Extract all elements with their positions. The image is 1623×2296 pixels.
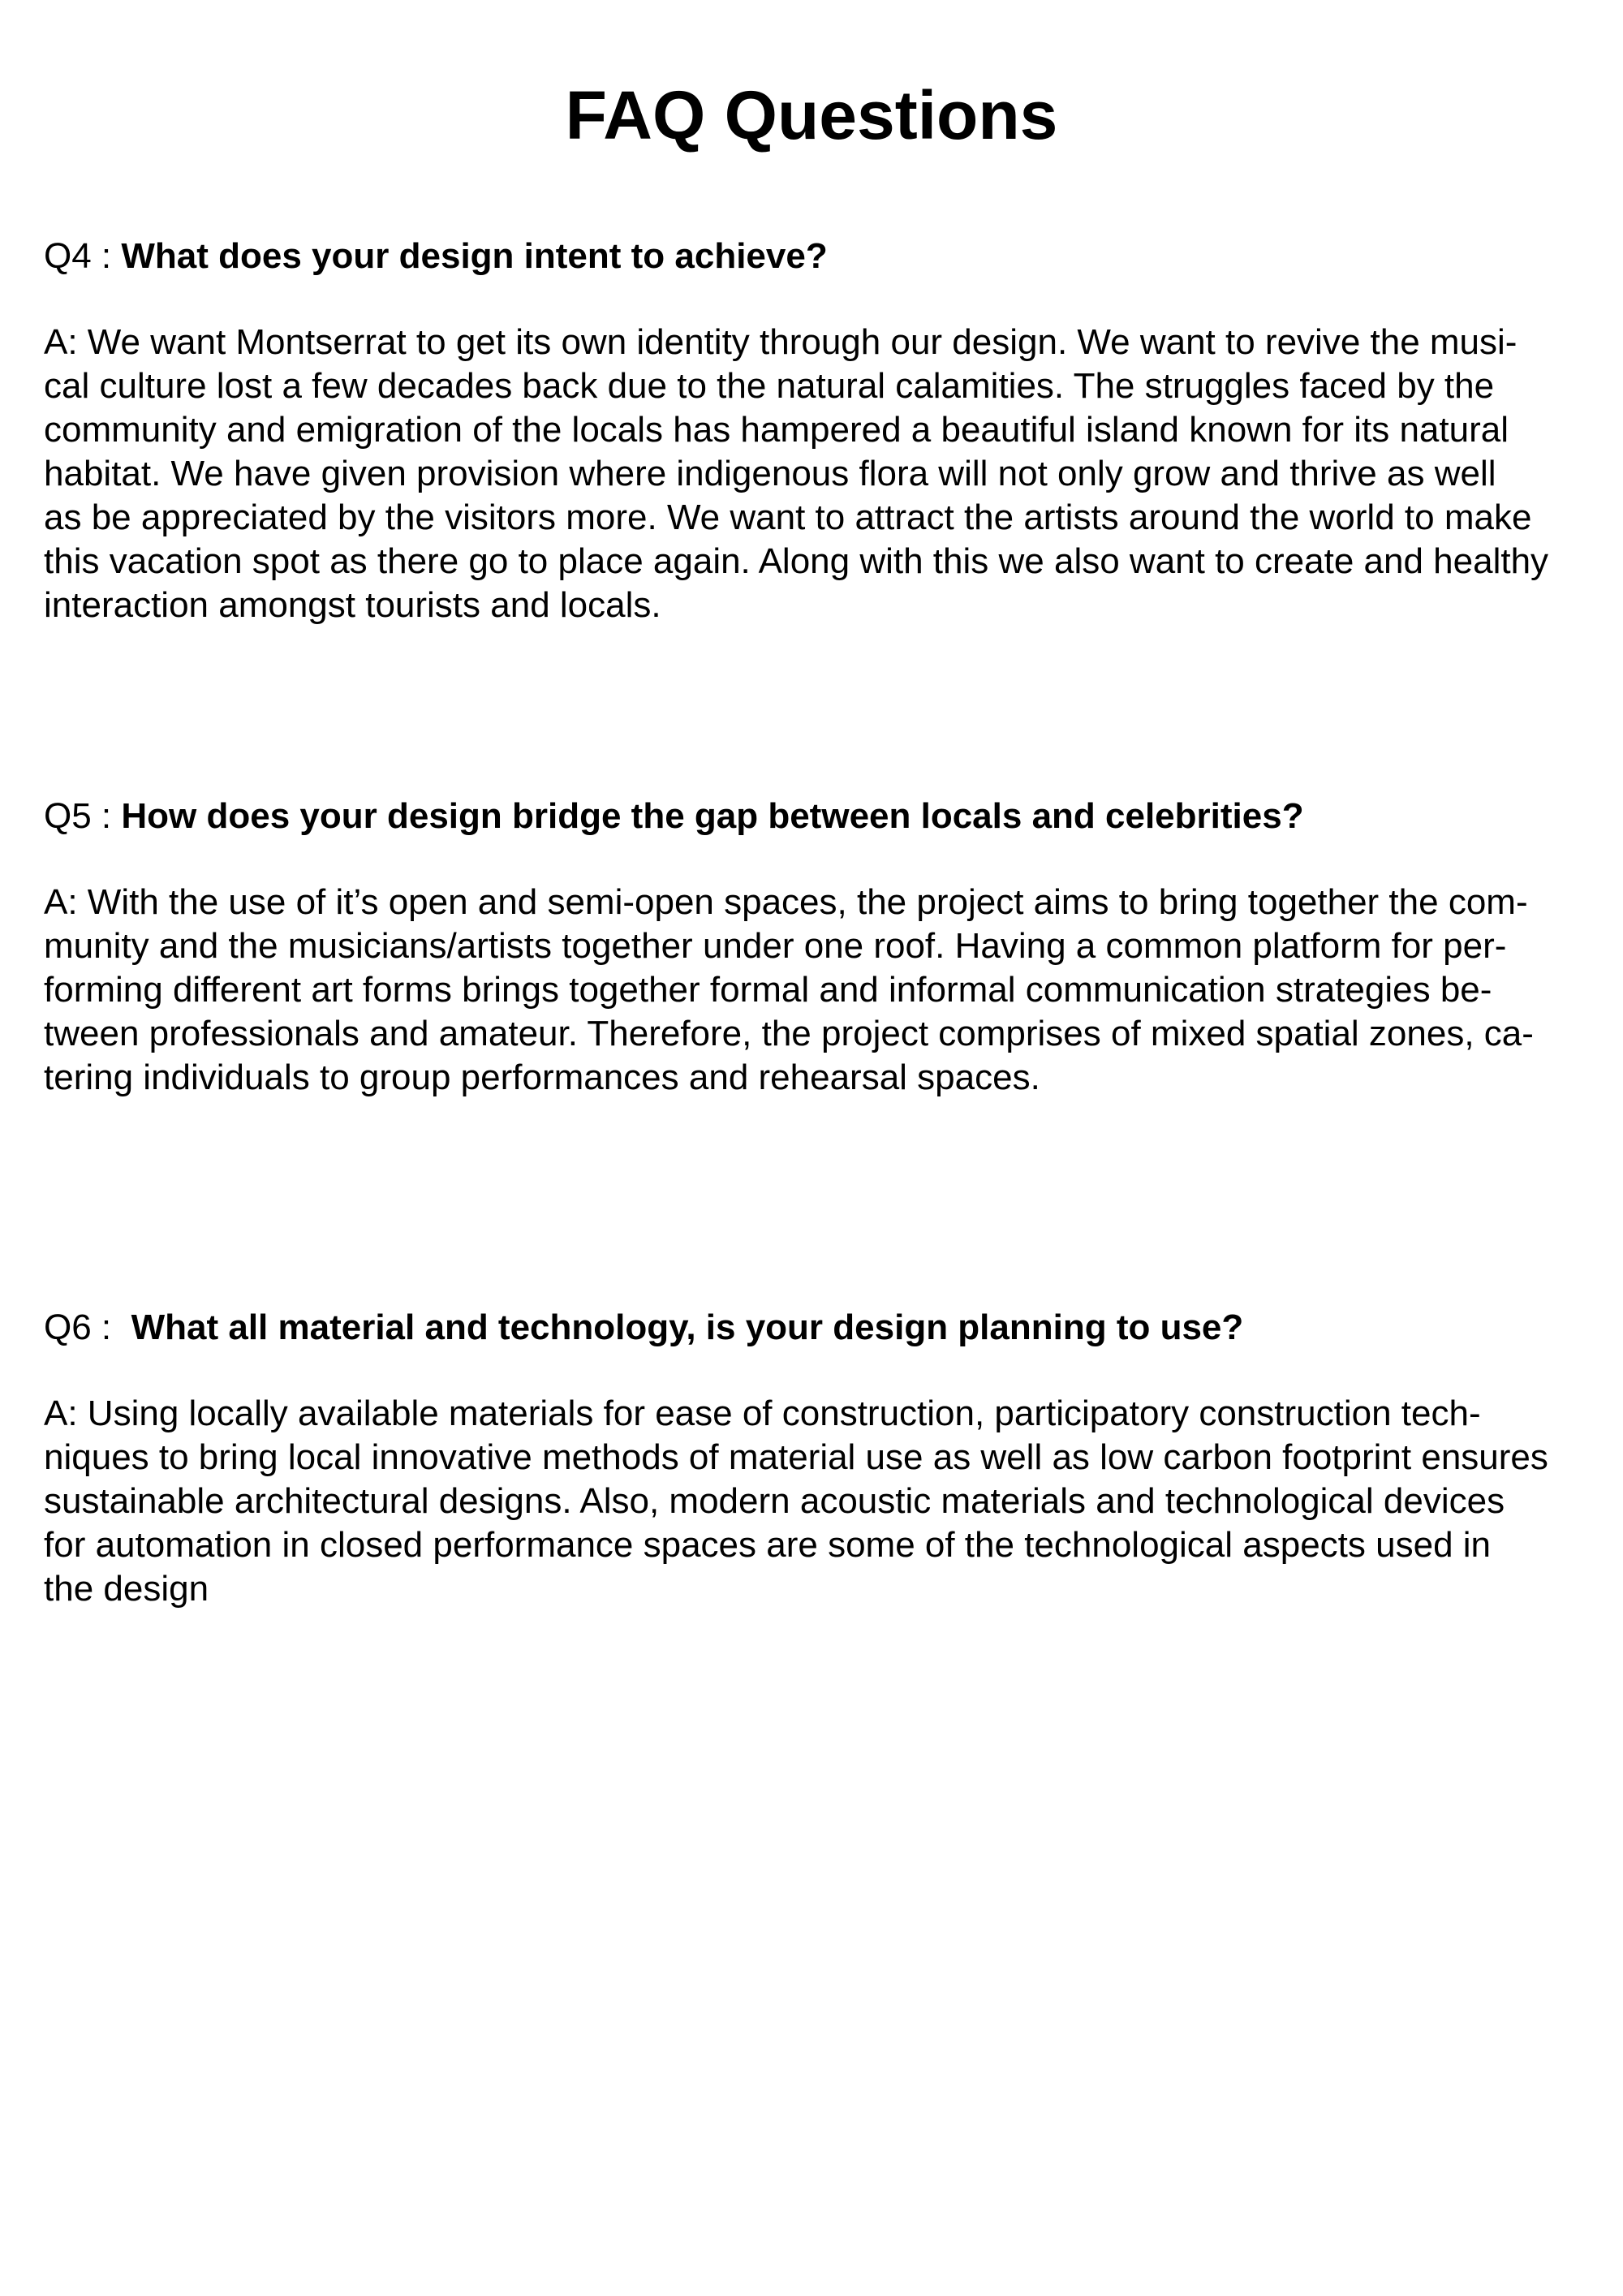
question-text: What all material and technology, is your design planning to use?: [131, 1307, 1244, 1347]
answer-line: community and emigration of the locals has hampered a beautiful island known for its natural: [44, 409, 1509, 450]
question-q5: [44, 795, 1586, 838]
answer-line: cal culture lost a few decades back due to the natural calamities. The struggles faced by the: [44, 365, 1495, 406]
answer-line: niques to bring local innovative methods of material use as well as low carbon footprint ensures: [44, 1437, 1548, 1477]
answer-line: as be appreciated by the visitors more. We want to attract the artists around the world to make: [44, 497, 1532, 537]
question-number: Q5 :: [44, 796, 122, 836]
question-number: Q6 :: [44, 1307, 131, 1347]
answer-line: this vacation spot as there go to place again. Along with this we also want to create and healthy: [44, 541, 1549, 581]
question-q4: [44, 235, 1586, 278]
answer-line: munity and the musicians/artists together under one roof. Having a common platform for per-: [44, 925, 1507, 966]
faq-item-q5: [44, 795, 1586, 1100]
faq-item-q6: [44, 1307, 1586, 1611]
answer-line: sustainable architectural designs. Also, modern acoustic materials and technological devices: [44, 1480, 1505, 1521]
question-text: How does your design bridge the gap between locals and celebrities?: [121, 796, 1304, 836]
answer-line: habitat. We have given provision where indigenous flora will not only grow and thrive as well: [44, 453, 1496, 493]
answer-line: tween professionals and amateur. Therefore, the project comprises of mixed spatial zones, ca-: [44, 1013, 1534, 1053]
answer-line: A: Using locally available materials for ease of construction, participatory construction tech-: [44, 1393, 1481, 1433]
answer-q6: [44, 1392, 1586, 1611]
answer-line: for automation in closed performance spaces are some of the technological aspects used in: [44, 1524, 1492, 1565]
question-number: Q4 :: [44, 236, 122, 276]
answer-line: A: With the use of it’s open and semi-open spaces, the project aims to bring together the com-: [44, 881, 1528, 922]
answer-line: A: We want Montserrat to get its own identity through our design. We want to revive the musi-: [44, 321, 1518, 362]
faq-item-q4: [44, 235, 1586, 627]
answer-line: interaction amongst tourists and locals.: [44, 584, 661, 625]
page-title: FAQ Questions: [565, 77, 1058, 153]
answer-line: the design: [44, 1568, 209, 1609]
answer-q4: [44, 321, 1586, 627]
question-text: What does your design intent to achieve?: [121, 236, 828, 276]
answer-line: forming different art forms brings together formal and informal communication strategies be-: [44, 969, 1492, 1010]
answer-line: tering individuals to group performances and rehearsal spaces.: [44, 1057, 1040, 1097]
question-q6: [44, 1307, 1586, 1350]
answer-q5: [44, 881, 1586, 1100]
